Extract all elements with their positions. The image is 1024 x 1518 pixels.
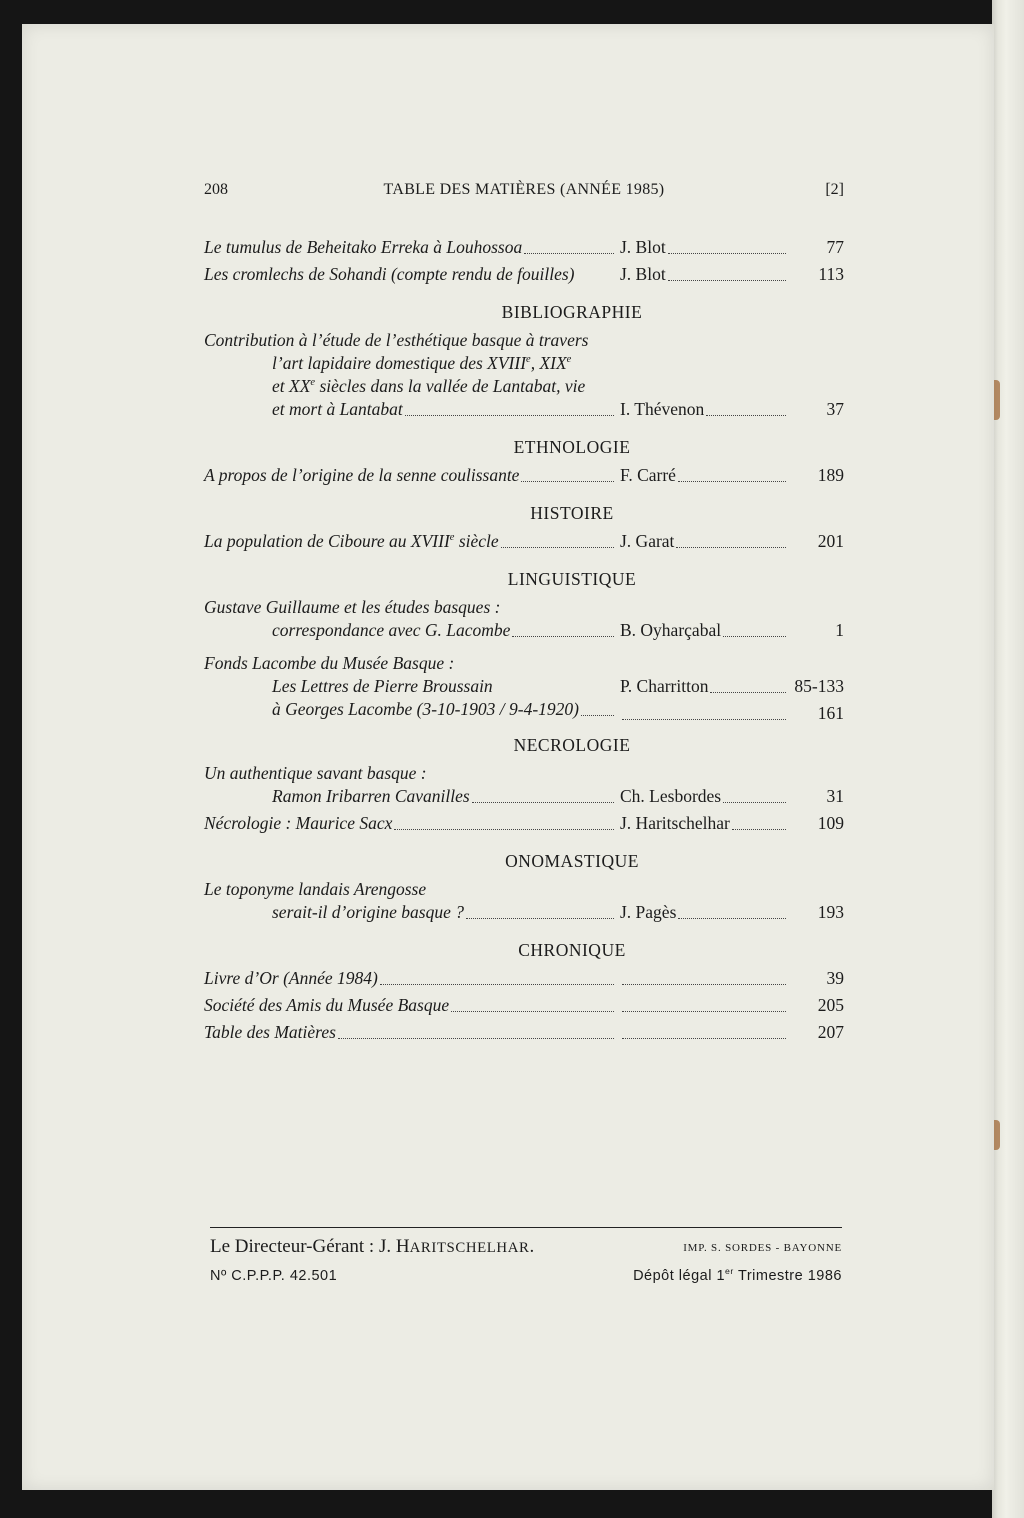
toc-entry	[204, 1021, 844, 1044]
entry-page: 77	[826, 237, 844, 257]
leader-dots	[710, 692, 786, 693]
toc-entry	[204, 878, 844, 924]
entry-page-2: 161	[817, 703, 844, 723]
director-line: Le Directeur-Gérant : J. HARITSCHELHAR.	[210, 1236, 535, 1257]
section-heading: ETHNOLOGIE	[513, 437, 631, 457]
entry-title-line: Fonds Lacombe du Musée Basque :	[204, 653, 455, 673]
entry-title-line: serait-il d’origine basque ?	[272, 902, 464, 922]
entry-page: 39	[826, 968, 844, 988]
page	[22, 24, 994, 1490]
section-heading: BIBLIOGRAPHIE	[501, 302, 643, 322]
section-heading: NECROLOGIE	[513, 735, 631, 755]
leader-dots	[622, 1011, 786, 1012]
toc-entry	[204, 596, 844, 642]
footer-rule	[210, 1227, 842, 1228]
entry-author: B. Oyharçabal	[620, 620, 722, 640]
section-heading: HISTOIRE	[530, 503, 614, 523]
leader-dots	[622, 984, 786, 985]
entry-author: J. Pagès	[620, 902, 677, 922]
entry-author: J. Blot	[620, 237, 666, 257]
entry-author: J. Haritschelhar	[620, 813, 730, 833]
entry-title-line: Gustave Guillaume et les études basques :	[204, 597, 501, 617]
entry-title: A propos de l’origine de la senne coulissante	[204, 465, 520, 485]
leader-dots	[668, 253, 786, 254]
toc-entry	[204, 762, 844, 808]
entry-title: Société des Amis du Musée Basque	[204, 995, 450, 1015]
entry-title-line: à Georges Lacombe (3-10-1903 / 9-4-1920)	[272, 699, 580, 719]
leader-dots	[676, 547, 786, 548]
leader-dots	[405, 415, 614, 416]
running-header	[204, 181, 844, 205]
toc-entry	[204, 464, 844, 487]
leader-dots	[678, 918, 786, 919]
toc-entry	[204, 652, 844, 725]
page-content	[22, 24, 994, 1490]
entry-page: 37	[826, 399, 844, 419]
entry-author: Ch. Lesbordes	[620, 786, 722, 806]
leader-dots	[678, 481, 786, 482]
entry-page: 1	[835, 620, 844, 640]
cppp-number: Nº C.P.P.P. 42.501	[210, 1268, 338, 1284]
leader-dots	[622, 719, 786, 720]
entry-author: I. Thévenon	[620, 399, 705, 419]
leader-dots	[732, 829, 786, 830]
section-heading: LINGUISTIQUE	[507, 569, 637, 589]
leader-dots	[723, 802, 786, 803]
entry-title-line: Ramon Iribarren Cavanilles	[272, 786, 470, 806]
section-heading: CHRONIQUE	[518, 940, 626, 960]
entry-page: 189	[817, 465, 844, 485]
table-of-contents	[204, 236, 844, 1044]
printer-line: IMP. S. SORDES - BAYONNE	[683, 1242, 842, 1254]
entry-page: 201	[817, 531, 844, 551]
entry-title: Le tumulus de Beheitako Erreka à Louhossoa	[204, 237, 523, 257]
toc-entry	[204, 967, 844, 990]
entry-title-line: l’art lapidaire domestique des XVIIIe, XIXe	[272, 353, 572, 373]
toc-entry	[204, 263, 844, 286]
entry-title: Livre d’Or (Année 1984)	[204, 968, 378, 988]
entry-page: 193	[817, 902, 844, 922]
leader-dots	[394, 829, 614, 830]
entry-title-line: et XXe siècles dans la vallée de Lantabat, vie	[272, 376, 586, 396]
leader-dots	[668, 280, 786, 281]
header-title: TABLE DES MATIÈRES (ANNÉE 1985)	[383, 181, 665, 198]
entry-page: 207	[817, 1022, 844, 1042]
leader-dots	[451, 1011, 614, 1012]
leader-dots	[706, 415, 786, 416]
entry-title-line: Contribution à l’étude de l’esthétique basque à travers	[204, 330, 589, 350]
entry-page: 85-133	[794, 676, 844, 696]
toc-entry	[204, 236, 844, 259]
entry-title-line: correspondance avec G. Lacombe	[272, 620, 511, 640]
leader-dots	[501, 547, 614, 548]
entry-title: Table des Matières	[204, 1022, 336, 1042]
entry-page: 205	[817, 995, 844, 1015]
entry-author: J. Blot	[620, 264, 666, 284]
next-page-edge	[992, 0, 1024, 1518]
toc-entry	[204, 329, 844, 421]
leader-dots	[338, 1038, 614, 1039]
leader-dots	[524, 253, 614, 254]
entry-page: 113	[818, 264, 844, 284]
leader-dots	[723, 636, 786, 637]
leader-dots	[472, 802, 614, 803]
toc-entry	[204, 994, 844, 1017]
entry-title-line: Un authentique savant basque :	[204, 763, 427, 783]
entry-title-line: Le toponyme landais Arengosse	[204, 879, 427, 899]
header-ref: [2]	[825, 181, 844, 198]
entry-author: J. Garat	[620, 531, 675, 551]
entry-title-line: Les Lettres de Pierre Broussain	[272, 676, 493, 696]
entry-author: F. Carré	[620, 465, 676, 485]
page-number: 208	[204, 181, 228, 198]
entry-author: P. Charritton	[620, 676, 709, 696]
entry-title: Les cromlechs de Sohandi (compte rendu de fouilles)	[204, 264, 575, 284]
leader-dots	[581, 715, 614, 716]
entry-title: La population de Ciboure au XVIIIe siècle	[204, 531, 499, 551]
toc-entry	[204, 530, 844, 553]
entry-page: 109	[817, 813, 844, 833]
leader-dots	[521, 481, 614, 482]
leader-dots	[466, 918, 614, 919]
legal-deposit: Dépôt légal 1er Trimestre 1986	[633, 1266, 842, 1284]
section-heading: ONOMASTIQUE	[505, 851, 639, 871]
entry-page: 31	[826, 786, 844, 806]
entry-title-line: et mort à Lantabat	[272, 399, 403, 419]
leader-dots	[380, 984, 614, 985]
leader-dots	[622, 1038, 786, 1039]
leader-dots	[512, 636, 614, 637]
toc-entry	[204, 812, 844, 835]
entry-title: Nécrologie : Maurice Sacx	[204, 813, 393, 833]
